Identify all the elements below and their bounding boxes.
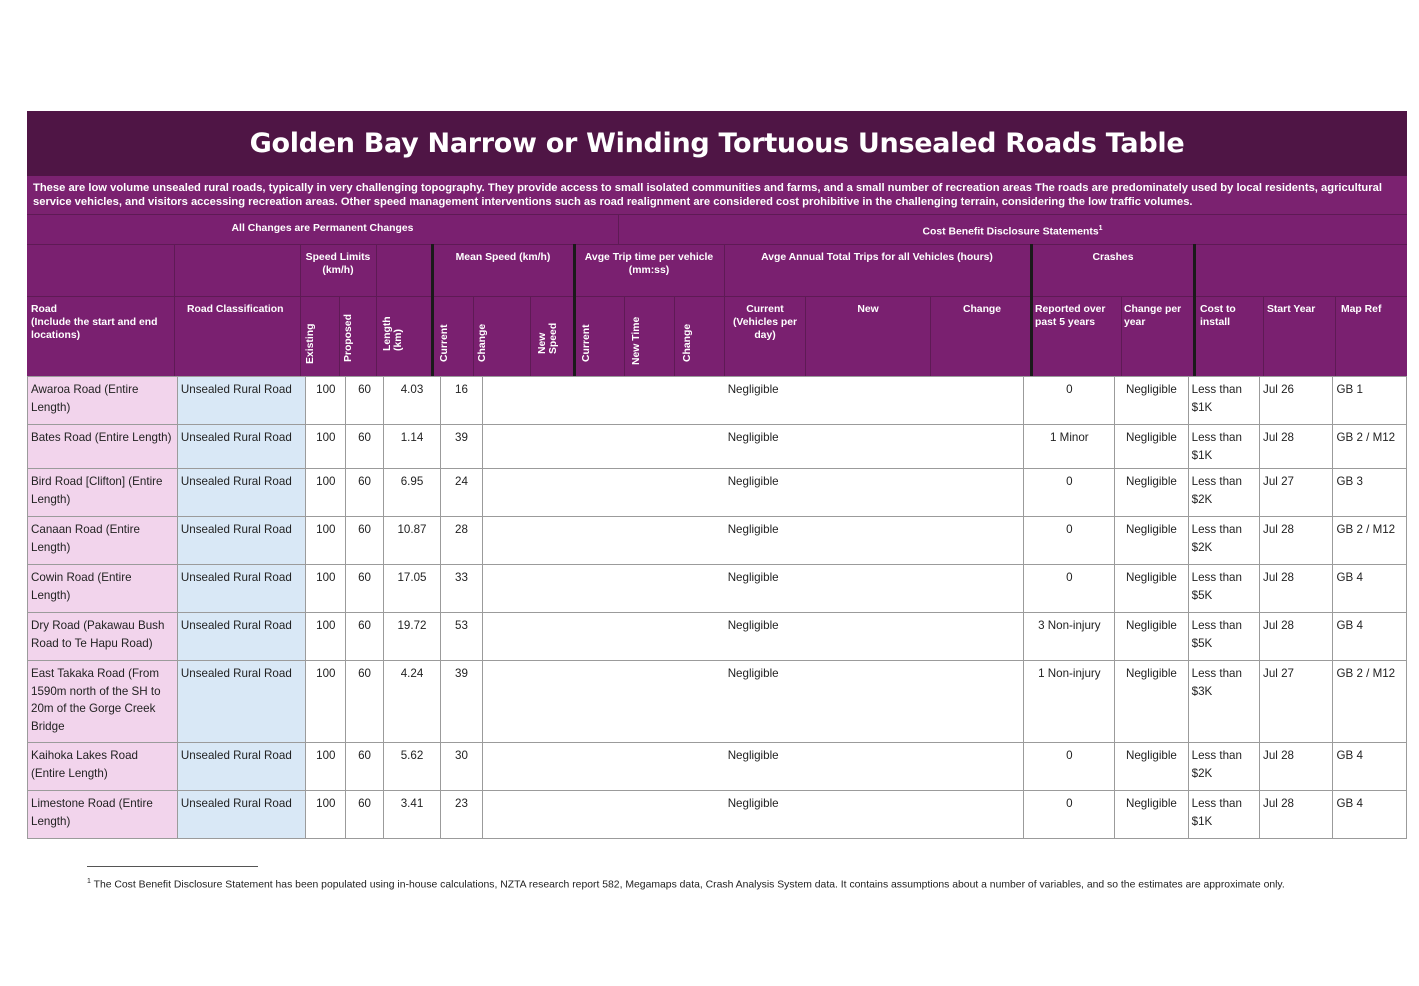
- proposed-speed-cell: 60: [346, 613, 384, 661]
- header-divider: [1335, 296, 1336, 376]
- header-divider: [1121, 296, 1122, 376]
- cost-cell: Less than $1K: [1188, 377, 1259, 425]
- header-divider: [573, 244, 576, 376]
- map-ref-cell: GB 3: [1333, 469, 1407, 517]
- crash-change-cell: Negligible: [1115, 425, 1188, 469]
- header-road: Road (Include the start and end locations): [31, 304, 158, 341]
- footnote-text: [87, 875, 1347, 892]
- header-trip-time: Avge Trip time per vehicle (mm:ss): [584, 252, 714, 276]
- header-speed-limits-label: Speed Limits (km/h): [305, 252, 371, 276]
- header-length-unit: (km): [393, 329, 404, 351]
- table-row: [28, 425, 1407, 469]
- intro-text: These are low volume unsealed rural roads, typically in very challenging topography. They provide access to small isolated communities and farms, and a small number of recreation areas The roads are predominately used by local residents, agricultural service vehicles, and visitors accessing recreation areas. Other speed management interventions such as road realignment are considered cost prohibitive in the challenging terrain, considering the low traffic volumes.: [27, 176, 1407, 215]
- footnote-marker: 1: [1098, 225, 1103, 232]
- road-cell: Dry Road (Pakawau Bush Road to Te Hapu Road): [28, 613, 178, 661]
- header-divider: [27, 244, 1407, 245]
- crash-change-cell: Negligible: [1115, 377, 1188, 425]
- start-year-cell: Jul 26: [1260, 377, 1333, 425]
- start-year-cell: Jul 28: [1260, 517, 1333, 565]
- crashes-reported-cell: 0: [1024, 565, 1115, 613]
- impact-cell: Negligible: [482, 469, 1024, 517]
- header-divider: [724, 244, 725, 376]
- road-cell: Cowin Road (Entire Length): [28, 565, 178, 613]
- crashes-reported-cell: 0: [1024, 791, 1115, 839]
- proposed-speed-cell: 60: [346, 743, 384, 791]
- header-divider: [300, 244, 301, 376]
- crashes-reported-cell: 0: [1024, 377, 1115, 425]
- header-new-speed-l1: New: [537, 332, 548, 354]
- classification-cell: Unsealed Rural Road: [177, 377, 306, 425]
- header-divider: [1193, 244, 1196, 376]
- existing-speed-cell: 100: [306, 613, 346, 661]
- proposed-speed-cell: 60: [346, 565, 384, 613]
- crash-change-cell: Negligible: [1115, 565, 1188, 613]
- roads-table: [27, 376, 1407, 839]
- length-cell: 4.03: [383, 377, 440, 425]
- header-mean-current: Current: [439, 324, 450, 362]
- crashes-reported-cell: 3 Non-injury: [1024, 613, 1115, 661]
- cost-cell: Less than $2K: [1188, 517, 1259, 565]
- length-cell: 3.41: [383, 791, 440, 839]
- cost-cell: Less than $2K: [1188, 469, 1259, 517]
- start-year-cell: Jul 27: [1260, 661, 1333, 743]
- header-divider: [376, 244, 377, 376]
- table-row: [28, 661, 1407, 743]
- header-mean-speed: Mean Speed (km/h): [455, 252, 551, 263]
- crashes-reported-cell: 1 Non-injury: [1024, 661, 1115, 743]
- crashes-reported-cell: 0: [1024, 469, 1115, 517]
- mean-speed-cell: 16: [441, 377, 483, 425]
- cost-cell: Less than $5K: [1188, 565, 1259, 613]
- header-divider: [618, 215, 619, 244]
- header-annual-change: Change: [962, 304, 1002, 315]
- mean-speed-cell: 39: [441, 425, 483, 469]
- existing-speed-cell: 100: [306, 743, 346, 791]
- header-mean-new-speed: [537, 323, 559, 354]
- header-divider: [174, 244, 175, 376]
- map-ref-cell: GB 1: [1333, 377, 1407, 425]
- impact-cell: Negligible: [482, 743, 1024, 791]
- classification-cell: Unsealed Rural Road: [177, 565, 306, 613]
- header-existing: Existing: [305, 323, 316, 364]
- header-divider: [1030, 244, 1033, 376]
- existing-speed-cell: 100: [306, 565, 346, 613]
- length-cell: 19.72: [383, 613, 440, 661]
- proposed-speed-cell: 60: [346, 661, 384, 743]
- map-ref-cell: GB 2 / M12: [1333, 517, 1407, 565]
- header-mean-change: Change: [477, 323, 488, 362]
- classification-cell: Unsealed Rural Road: [177, 743, 306, 791]
- road-cell: Awaroa Road (Entire Length): [28, 377, 178, 425]
- start-year-cell: Jul 28: [1260, 743, 1333, 791]
- header-divider: [27, 296, 1407, 297]
- header-all-changes: All Changes are Permanent Changes: [231, 223, 414, 234]
- mean-speed-cell: 24: [441, 469, 483, 517]
- proposed-speed-cell: 60: [346, 377, 384, 425]
- header-annual-new: New: [857, 304, 879, 315]
- roads-table-sheet: [27, 111, 1407, 839]
- crashes-reported-cell: 1 Minor: [1024, 425, 1115, 469]
- mean-speed-cell: 28: [441, 517, 483, 565]
- length-cell: 17.05: [383, 565, 440, 613]
- classification-cell: Unsealed Rural Road: [177, 425, 306, 469]
- map-ref-cell: GB 2 / M12: [1333, 661, 1407, 743]
- length-cell: 4.24: [383, 661, 440, 743]
- footnote: [87, 866, 1347, 892]
- crash-change-cell: Negligible: [1115, 743, 1188, 791]
- crash-change-cell: Negligible: [1115, 613, 1188, 661]
- header-speed-limits: [300, 251, 376, 277]
- road-cell: East Takaka Road (From 1590m north of the SH to 20m of the Gorge Creek Bridge: [28, 661, 178, 743]
- table-row: [28, 565, 1407, 613]
- table-header: [27, 215, 1407, 376]
- map-ref-cell: GB 2 / M12: [1333, 425, 1407, 469]
- existing-speed-cell: 100: [306, 425, 346, 469]
- header-annual-current: Current (Vehicles per day): [732, 304, 798, 341]
- header-divider: [473, 296, 474, 376]
- footnote-body: The Cost Benefit Disclosure Statement has been populated using in-house calculations, NZTA research report 582, Megamaps data, Crash Analysis System data. It contains assumptions about a number of variables, and so the estimates are approximate only.: [93, 879, 1285, 891]
- cost-cell: Less than $3K: [1188, 661, 1259, 743]
- table-row: [28, 469, 1407, 517]
- impact-cell: Negligible: [482, 613, 1024, 661]
- impact-cell: Negligible: [482, 425, 1024, 469]
- table-row: [28, 791, 1407, 839]
- header-divider: [624, 296, 625, 376]
- impact-cell: Negligible: [482, 661, 1024, 743]
- existing-speed-cell: 100: [306, 469, 346, 517]
- header-trip-change: Change: [682, 323, 693, 362]
- cost-cell: Less than $5K: [1188, 613, 1259, 661]
- footnote-number: 1: [87, 878, 91, 885]
- table-row: [28, 613, 1407, 661]
- header-divider: [805, 296, 806, 376]
- cost-cell: Less than $2K: [1188, 743, 1259, 791]
- header-cost-benefit: [618, 222, 1407, 238]
- proposed-speed-cell: 60: [346, 791, 384, 839]
- crash-change-cell: Negligible: [1115, 661, 1188, 743]
- header-crash-reported: Reported over past 5 years: [1035, 304, 1106, 328]
- cost-cell: Less than $1K: [1188, 425, 1259, 469]
- classification-cell: Unsealed Rural Road: [177, 613, 306, 661]
- existing-speed-cell: 100: [306, 377, 346, 425]
- header-divider: [930, 296, 931, 376]
- mean-speed-cell: 53: [441, 613, 483, 661]
- length-cell: 6.95: [383, 469, 440, 517]
- header-cost-benefit-label: Cost Benefit Disclosure Statements: [922, 226, 1099, 238]
- crash-change-cell: Negligible: [1115, 469, 1188, 517]
- proposed-speed-cell: 60: [346, 425, 384, 469]
- road-cell: Kaihoka Lakes Road (Entire Length): [28, 743, 178, 791]
- proposed-speed-cell: 60: [346, 517, 384, 565]
- mean-speed-cell: 39: [441, 661, 483, 743]
- road-cell: Limestone Road (Entire Length): [28, 791, 178, 839]
- crashes-reported-cell: 0: [1024, 743, 1115, 791]
- start-year-cell: Jul 28: [1260, 613, 1333, 661]
- header-start-year: Start Year: [1267, 304, 1316, 315]
- header-length: [382, 316, 404, 351]
- header-new-speed-l2: Speed: [548, 322, 559, 354]
- start-year-cell: Jul 28: [1260, 565, 1333, 613]
- header-trip-current: Current: [581, 324, 592, 362]
- table-title: Golden Bay Narrow or Winding Tortuous Unsealed Roads Table: [27, 111, 1407, 176]
- table-row: [28, 517, 1407, 565]
- header-annual-trips: Avge Annual Total Trips for all Vehicles (hours): [761, 252, 993, 263]
- existing-speed-cell: 100: [306, 791, 346, 839]
- mean-speed-cell: 23: [441, 791, 483, 839]
- impact-cell: Negligible: [482, 517, 1024, 565]
- road-cell: Bates Road (Entire Length): [28, 425, 178, 469]
- header-divider: [1263, 296, 1264, 376]
- header-divider: [431, 244, 434, 376]
- start-year-cell: Jul 27: [1260, 469, 1333, 517]
- classification-cell: Unsealed Rural Road: [177, 791, 306, 839]
- length-cell: 5.62: [383, 743, 440, 791]
- crashes-reported-cell: 0: [1024, 517, 1115, 565]
- existing-speed-cell: 100: [306, 661, 346, 743]
- crash-change-cell: Negligible: [1115, 791, 1188, 839]
- existing-speed-cell: 100: [306, 517, 346, 565]
- start-year-cell: Jul 28: [1260, 425, 1333, 469]
- classification-cell: Unsealed Rural Road: [177, 517, 306, 565]
- table-row: [28, 743, 1407, 791]
- impact-cell: Negligible: [482, 791, 1024, 839]
- footnote-rule: [87, 866, 258, 867]
- header-divider: [530, 296, 531, 376]
- mean-speed-cell: 33: [441, 565, 483, 613]
- map-ref-cell: GB 4: [1333, 743, 1407, 791]
- header-map-ref: Map Ref: [1341, 304, 1382, 315]
- classification-cell: Unsealed Rural Road: [177, 661, 306, 743]
- length-cell: 1.14: [383, 425, 440, 469]
- crash-change-cell: Negligible: [1115, 517, 1188, 565]
- start-year-cell: Jul 28: [1260, 791, 1333, 839]
- map-ref-cell: GB 4: [1333, 565, 1407, 613]
- proposed-speed-cell: 60: [346, 469, 384, 517]
- road-cell: Canaan Road (Entire Length): [28, 517, 178, 565]
- header-road-classification: Road Classification: [187, 304, 284, 315]
- map-ref-cell: GB 4: [1333, 791, 1407, 839]
- impact-cell: Negligible: [482, 565, 1024, 613]
- header-cost-install: Cost to install: [1200, 304, 1236, 328]
- header-divider: [339, 296, 340, 376]
- road-cell: Bird Road [Clifton] (Entire Length): [28, 469, 178, 517]
- header-divider: [674, 296, 675, 376]
- table-row: [28, 377, 1407, 425]
- map-ref-cell: GB 4: [1333, 613, 1407, 661]
- cost-cell: Less than $1K: [1188, 791, 1259, 839]
- header-crash-change: Change per year: [1124, 304, 1182, 328]
- length-cell: 10.87: [383, 517, 440, 565]
- classification-cell: Unsealed Rural Road: [177, 469, 306, 517]
- header-proposed: Proposed: [343, 314, 354, 362]
- header-trip-new-time: New Time: [631, 316, 642, 365]
- mean-speed-cell: 30: [441, 743, 483, 791]
- header-crashes: Crashes: [1092, 252, 1134, 263]
- impact-cell: Negligible: [482, 377, 1024, 425]
- header-length-label: Length: [382, 316, 393, 351]
